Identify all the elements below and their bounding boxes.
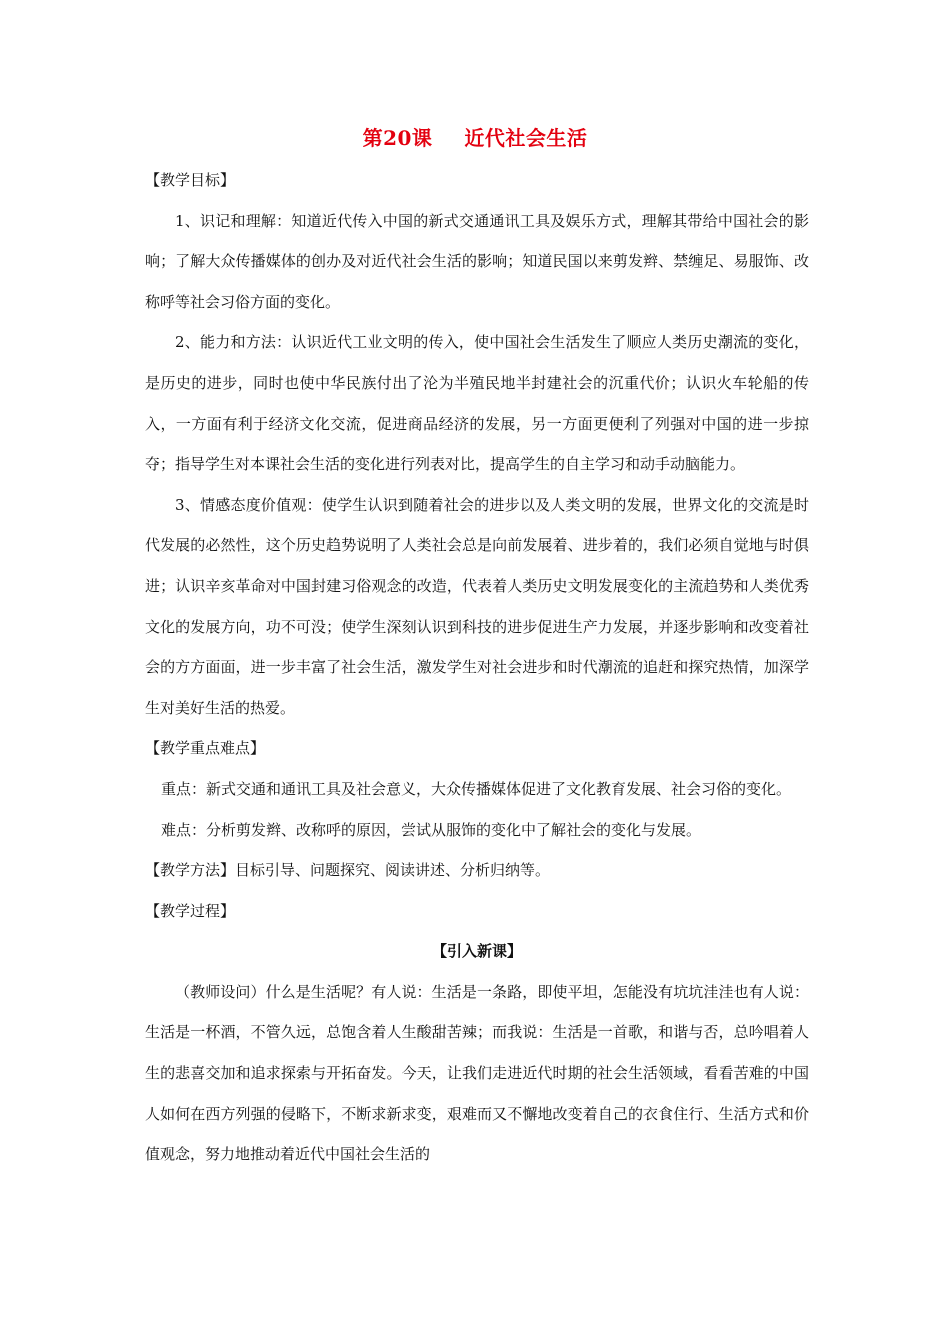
lesson-topic: 近代社会生活 — [464, 126, 588, 150]
methods-line — [145, 850, 809, 891]
process-heading: 【教学过程】 — [145, 901, 236, 920]
document-body — [145, 160, 809, 1175]
intro-heading: 【引入新课】 — [431, 942, 522, 961]
methods-heading: 【教学方法】 — [145, 861, 236, 880]
key-points-heading: 【教学重点难点】 — [145, 739, 266, 758]
key-point-paragraph: 重点：新式交通和通讯工具及社会意义，大众传播媒体促进了文化教育发展、社会习俗的变化。 — [161, 779, 792, 798]
intro-paragraph: （教师设问）什么是生活呢？有人说：生活是一条路，即使平坦，怎能没有坑坑洼洼也有人说：生活是一杯酒，不管久远，总饱含着人生酸甜苦辣；而我说：生活是一首歌，和谐与否，总吟唱着人生的悲喜交加和追求探索与开拓奋发。今天，让我们走进近代时期的社会生活领域，看看苦难的中国人如何在西方列强的侵略下，不断求新求变，艰难而又不懈地改变着自己的衣食住行、生活方式和价值观念，努力地推动着近代中国社会生活的 — [145, 982, 809, 1164]
difficulty-paragraph: 难点：分析剪发辫、改称呼的原因，尝试从服饰的变化中了解社会的变化与发展。 — [161, 820, 702, 839]
methods-text: 目标引导、问题探究、阅读讲述、分析归纳等。 — [235, 861, 551, 880]
objectives-heading: 【教学目标】 — [145, 171, 236, 189]
lesson-title — [0, 122, 950, 151]
objective-1-paragraph: 1、识记和理解：知道近代传入中国的新式交通通讯工具及娱乐方式，理解其带给中国社会的影响；了解大众传播媒体的创办及对近代社会生活的影响；知道民国以来剪发辫、禁缠足、易服饰、改称呼等社会习俗方面的变化。 — [145, 211, 809, 311]
lesson-number: 第20课 — [362, 126, 433, 150]
objective-2-paragraph: 2、能力和方法：认识近代工业文明的传入，使中国社会生活发生了顺应人类历史潮流的变化，是历史的进步，同时也使中华民族付出了沦为半殖民地半封建社会的沉重代价；认识火车轮船的传入，一方面有利于经济文化交流，促进商品经济的发展，另一方面更便利了列强对中国的进一步掠夺；指导学生对本课社会生活的变化进行列表对比，提高学生的自主学习和动手动脑能力。 — [145, 333, 809, 474]
objective-3-paragraph: 3、情感态度价值观：使学生认识到随着社会的进步以及人类文明的发展，世界文化的交流是时代发展的必然性，这个历史趋势说明了人类社会总是向前发展着、进步着的，我们必须自觉地与时俱进；认识辛亥革命对中国封建习俗观念的改造，代表着人类历史文明发展变化的主流趋势和人类优秀文化的发展方向，功不可没；使学生深刻认识到科技的进步促进生产力发展，并逐步影响和改变着社会的方方面面，进一步丰富了社会生活，激发学生对社会进步和时代潮流的追赶和探究热情，加深学生对美好生活的热爱。 — [145, 495, 809, 717]
